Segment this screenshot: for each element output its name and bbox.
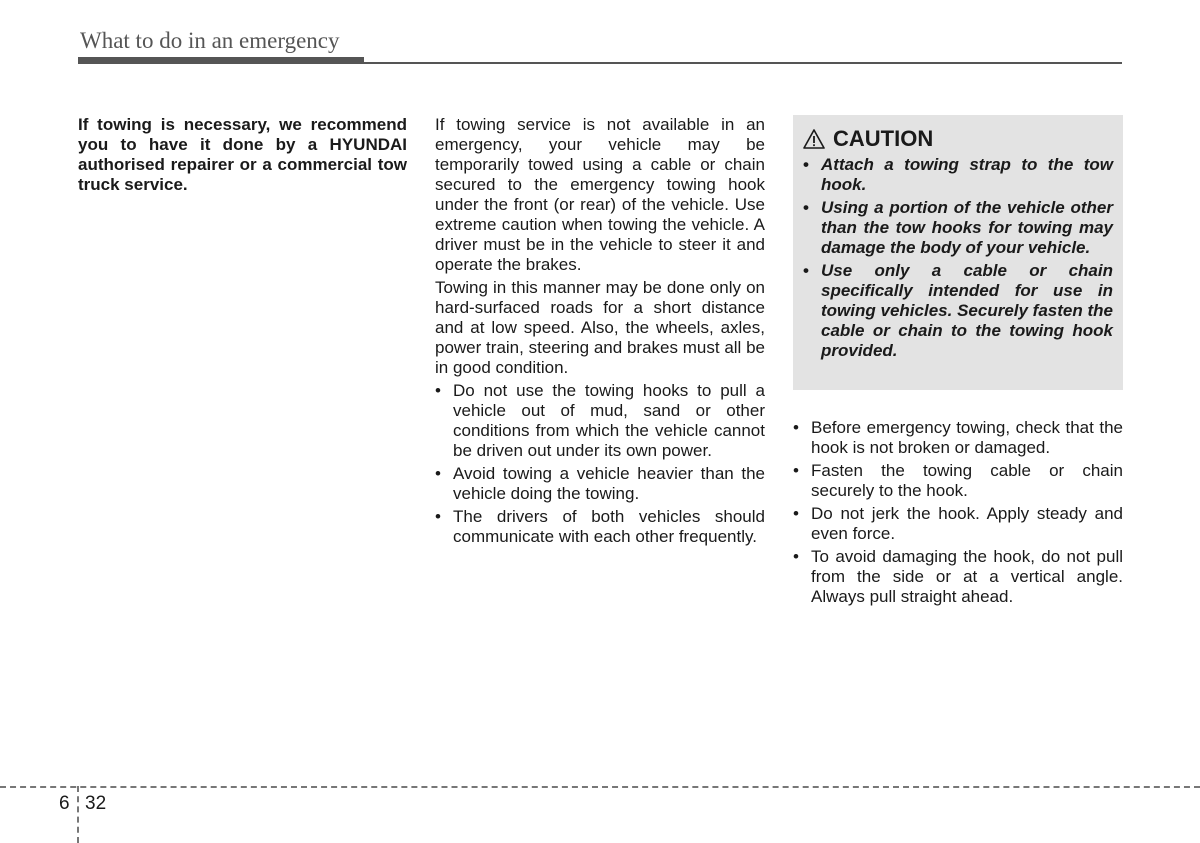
caution-header <box>803 127 1113 151</box>
paragraph-road-conditions: Towing in this manner may be done only on hard-surfaced roads for a short distance and at low speed. Also, the wheels, axles, power train, steering and brakes must all be in good condition. <box>435 278 765 377</box>
list-item-text: The drivers of both vehicles should communicate with each other frequently. <box>453 507 765 546</box>
caution-item <box>803 198 1113 258</box>
bullet: • <box>435 464 441 483</box>
bullet: • <box>793 504 799 523</box>
caution-item-text: Attach a towing strap to the tow hook. <box>821 155 1113 194</box>
list-item <box>793 418 1123 458</box>
caution-item-text: Using a portion of the vehicle other than the tow hooks for towing may damage the body of your vehicle. <box>821 198 1113 257</box>
list-item-text: Fasten the towing cable or chain securely to the hook. <box>811 461 1123 500</box>
warning-triangle-icon <box>803 129 825 149</box>
towing-precautions-list <box>435 381 765 547</box>
bullet: • <box>435 507 441 526</box>
bullet: • <box>435 381 441 400</box>
list-item <box>435 507 765 547</box>
list-item-text: Avoid towing a vehicle heavier than the vehicle doing the towing. <box>453 464 765 503</box>
footer-rule <box>0 786 1200 788</box>
list-item <box>435 381 765 461</box>
page-number: 32 <box>85 793 107 814</box>
paragraph-emergency-towing: If towing service is not available in an emergency, your vehicle may be temporarily towed using a cable or chain secured to the emergency towing hook under the front (or rear) of the vehicle. Use extreme caution when towing the vehicle. A driver must be in the vehicle to steer it and operate the brakes. <box>435 115 765 274</box>
bullet: • <box>793 547 799 566</box>
column-3 <box>793 115 1123 610</box>
list-item <box>793 461 1123 501</box>
list-item-text: Do not jerk the hook. Apply steady and even force. <box>811 504 1123 543</box>
caution-item <box>803 155 1113 195</box>
header-rule <box>78 62 1122 64</box>
list-item-text: To avoid damaging the hook, do not pull from the side or at a vertical angle. Always pull straight ahead. <box>811 547 1123 606</box>
list-item-text: Before emergency towing, check that the hook is not broken or damaged. <box>811 418 1123 457</box>
hook-usage-list <box>793 418 1123 607</box>
list-item-text: Do not use the towing hooks to pull a vehicle out of mud, sand or other conditions from which the vehicle cannot be driven out under its own power. <box>453 381 765 460</box>
bullet: • <box>803 261 809 280</box>
caution-list <box>803 155 1113 361</box>
list-item <box>793 504 1123 544</box>
caution-item-text: Use only a cable or chain specifically intended for use in towing vehicles. Securely fasten the cable or chain to the towing hook provided. <box>821 261 1113 360</box>
section-title: What to do in an emergency <box>80 28 340 53</box>
column-1 <box>78 115 407 195</box>
bullet: • <box>793 418 799 437</box>
bullet: • <box>793 461 799 480</box>
list-item <box>793 547 1123 607</box>
caution-item <box>803 261 1113 361</box>
caution-title: CAUTION <box>833 126 934 151</box>
list-item <box>435 464 765 504</box>
footer-divider <box>77 786 79 843</box>
chapter-number: 6 <box>59 793 70 814</box>
column-2 <box>435 115 765 550</box>
caution-box <box>793 115 1123 390</box>
towing-recommendation: If towing is necessary, we recommend you to have it done by a HYUNDAI authorised repairer or a commercial tow truck service. <box>78 115 407 194</box>
bullet: • <box>803 198 809 217</box>
bullet: • <box>803 155 809 174</box>
